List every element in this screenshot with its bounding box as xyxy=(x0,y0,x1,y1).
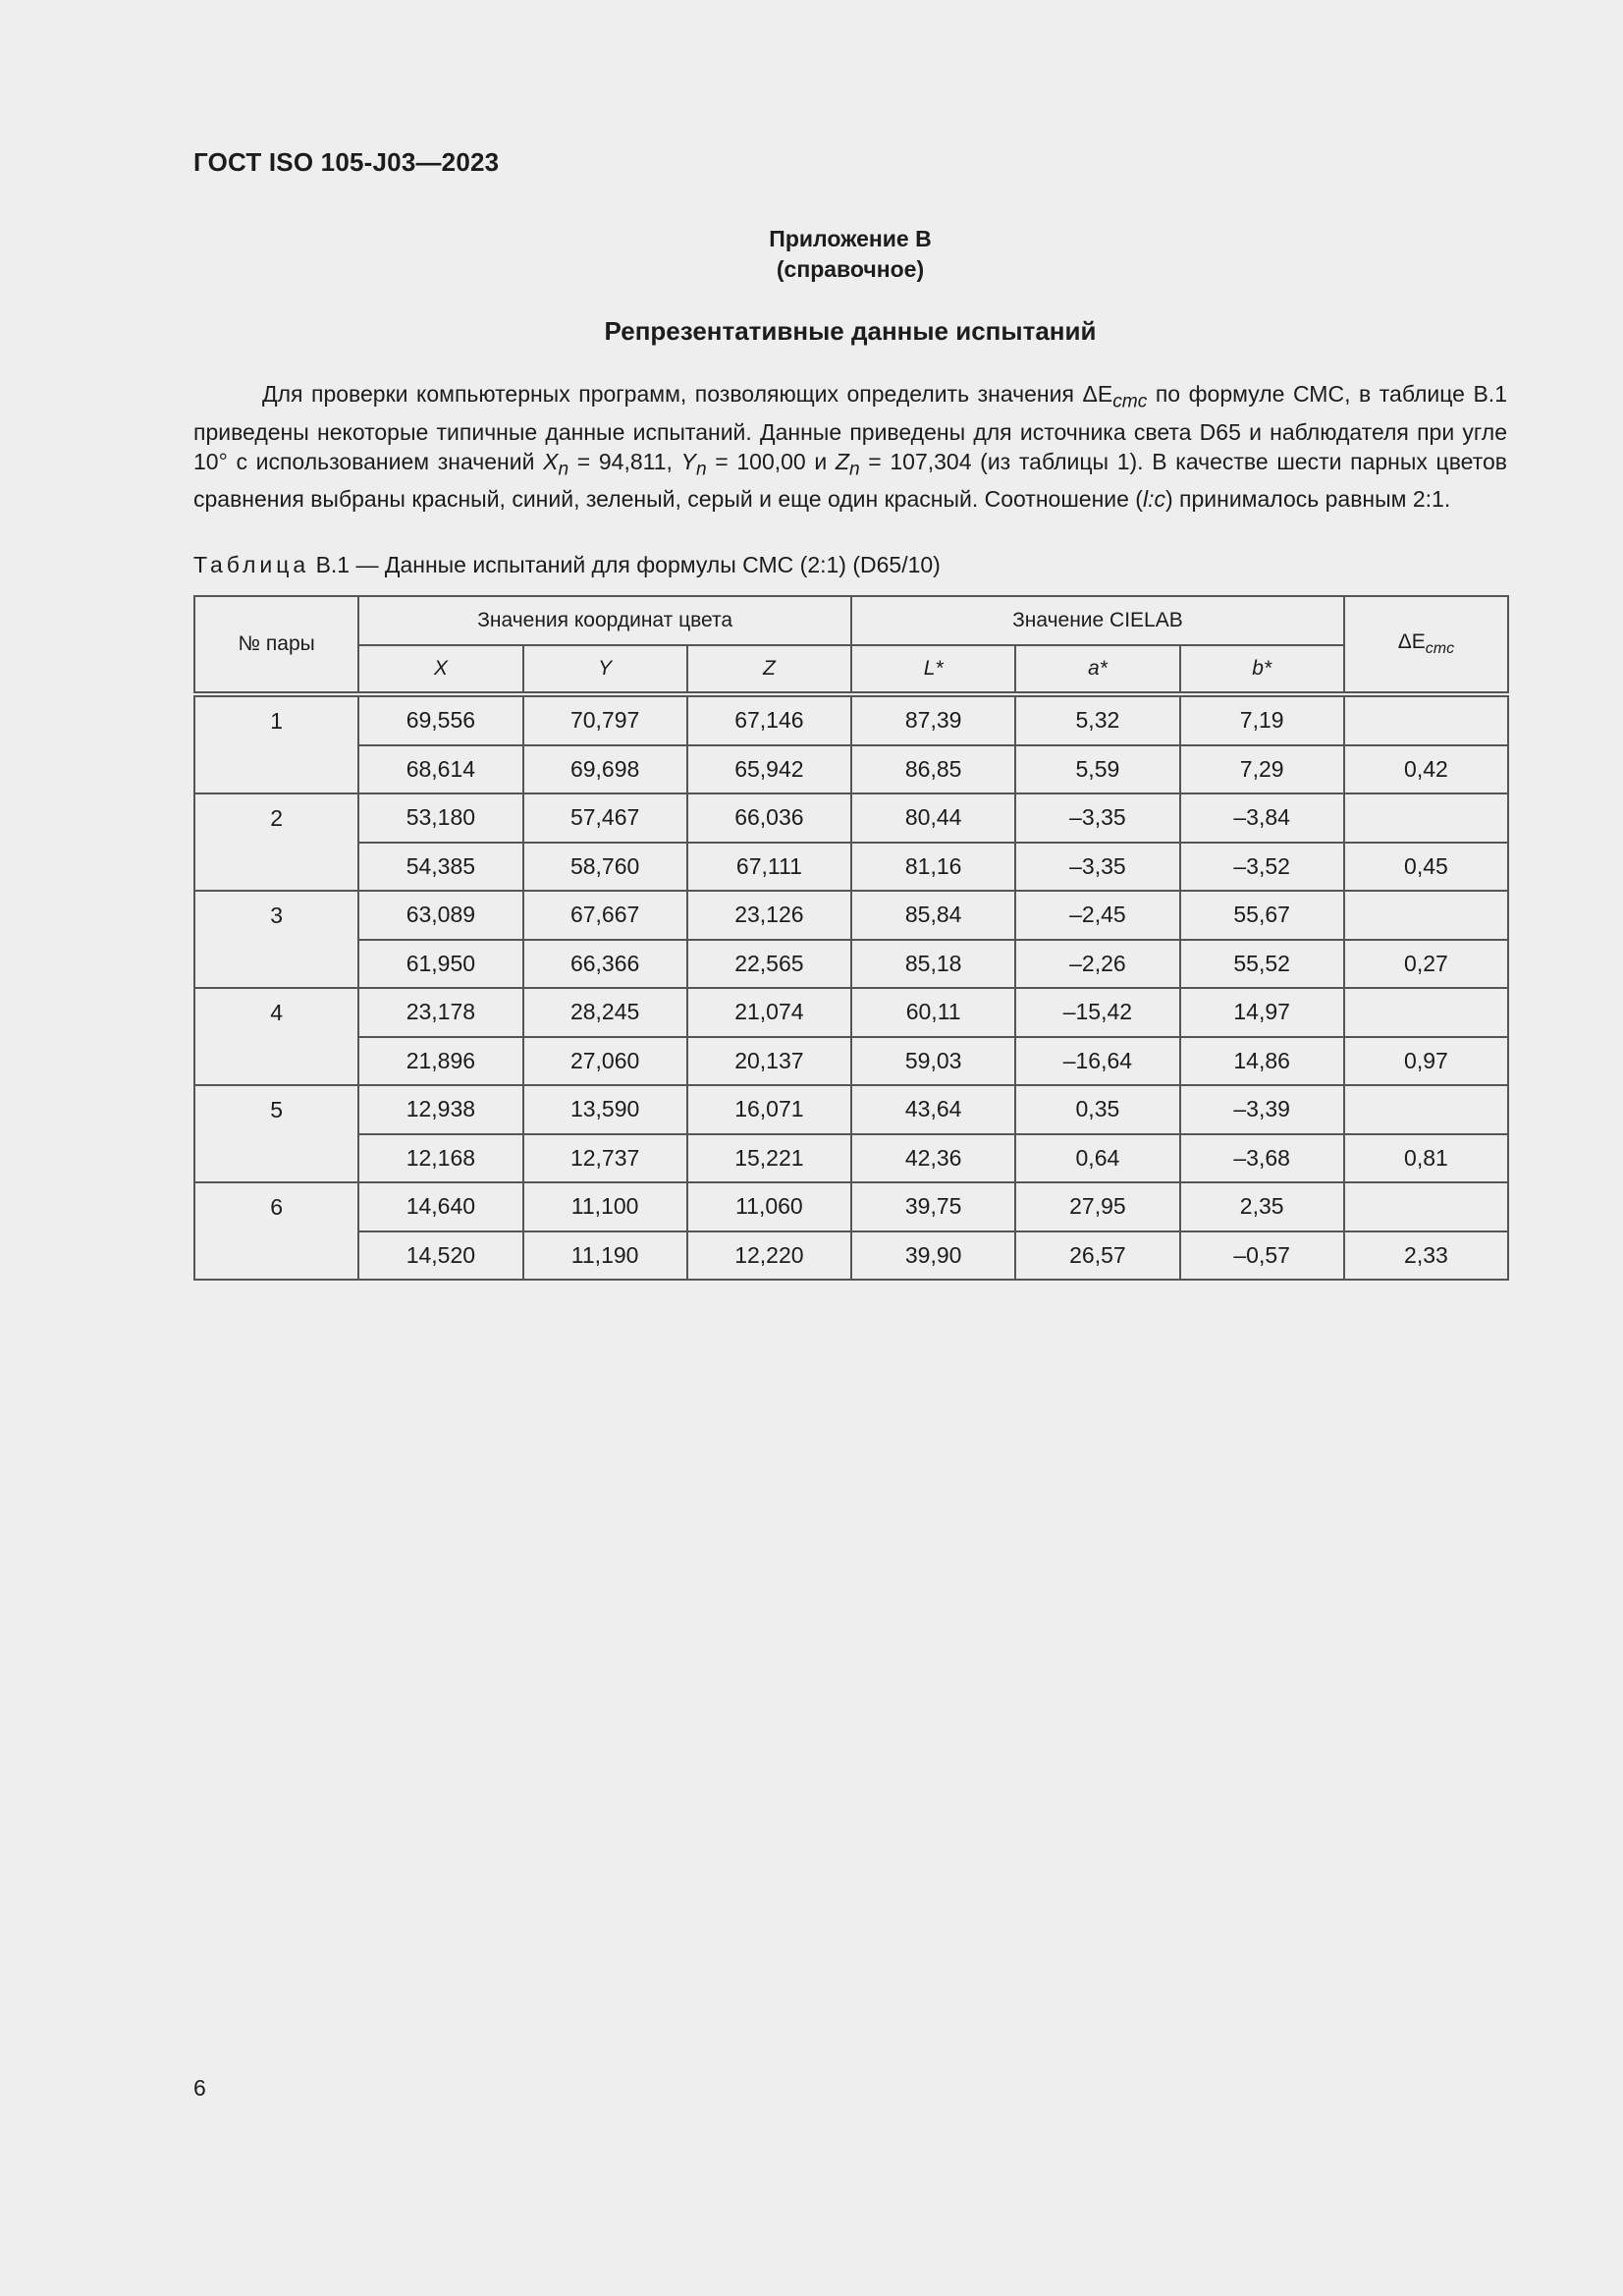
header-delta-e: $\Delta E_{cmc}$ xyxy=(1344,596,1508,694)
cell-y: 28,245 xyxy=(523,988,687,1037)
cell-de xyxy=(1344,793,1508,843)
cell-y: 69,698 xyxy=(523,745,687,794)
cell-b: –3,39 xyxy=(1180,1085,1344,1134)
cell-b: 7,29 xyxy=(1180,745,1344,794)
pair-number-cell xyxy=(194,940,358,989)
section-heading: Репрезентативные данные испытаний xyxy=(604,316,1097,346)
cell-a: 27,95 xyxy=(1015,1182,1179,1231)
cell-y: 57,467 xyxy=(523,793,687,843)
cell-b: 14,97 xyxy=(1180,988,1344,1037)
cell-l: 39,75 xyxy=(851,1182,1015,1231)
pair-number-cell xyxy=(194,843,358,892)
table-row xyxy=(194,1037,1508,1086)
pair-number-cell xyxy=(194,1231,358,1281)
page-number: 6 xyxy=(193,2075,206,2101)
cell-b: 55,67 xyxy=(1180,891,1344,940)
cell-a: 5,32 xyxy=(1015,694,1179,745)
cell-l: 43,64 xyxy=(851,1085,1015,1134)
pair-number-cell: 1 xyxy=(194,694,358,745)
header-z: Z xyxy=(687,645,851,694)
table-row xyxy=(194,988,1508,1037)
cell-l: 42,36 xyxy=(851,1134,1015,1183)
intro-paragraph: Для проверки компьютерных программ, позволяющих определить значения $\Delta E_{cmc}$ по формуле СМС, в таблице В.1 приведены некоторые типичные данные испытаний. Данные приведены для источника света D65 и наблюдателя при угле 10° с использованием значений $X_n = 94,811$, $Y_n = 100,00$ и $Z_n = 107,304$ (из таблицы 1). В качестве шести парных цветов сравнения выбраны красный, синий, зеленый, серый и еще один красный. Соотношение (l:c) принималось равным 2:1. xyxy=(193,381,1507,513)
cell-x: 14,520 xyxy=(358,1231,522,1281)
table-row xyxy=(194,1182,1508,1231)
header-x: X xyxy=(358,645,522,694)
cell-l: 39,90 xyxy=(851,1231,1015,1281)
table-row xyxy=(194,694,1508,745)
cell-a: 5,59 xyxy=(1015,745,1179,794)
cell-a: 26,57 xyxy=(1015,1231,1179,1281)
cell-l: 85,18 xyxy=(851,940,1015,989)
cell-b: 55,52 xyxy=(1180,940,1344,989)
pair-number-cell: 4 xyxy=(194,988,358,1037)
cell-z: 15,221 xyxy=(687,1134,851,1183)
cell-y: 11,190 xyxy=(523,1231,687,1281)
cell-de: 0,42 xyxy=(1344,745,1508,794)
cell-b: –3,68 xyxy=(1180,1134,1344,1183)
cell-y: 12,737 xyxy=(523,1134,687,1183)
table-row xyxy=(194,843,1508,892)
pair-number-cell: 5 xyxy=(194,1085,358,1134)
cell-y: 11,100 xyxy=(523,1182,687,1231)
cell-a: –15,42 xyxy=(1015,988,1179,1037)
cell-b: 7,19 xyxy=(1180,694,1344,745)
cell-y: 58,760 xyxy=(523,843,687,892)
cell-de xyxy=(1344,694,1508,745)
cell-z: 20,137 xyxy=(687,1037,851,1086)
header-pair-number: № пары xyxy=(194,596,358,694)
pair-number-cell: 3 xyxy=(194,891,358,940)
cell-de: 0,45 xyxy=(1344,843,1508,892)
header-a: a* xyxy=(1015,645,1179,694)
cell-x: 21,896 xyxy=(358,1037,522,1086)
table-row xyxy=(194,745,1508,794)
cell-z: 12,220 xyxy=(687,1231,851,1281)
cell-a: –3,35 xyxy=(1015,793,1179,843)
annex-status: (справочное) xyxy=(776,256,925,282)
cell-x: 14,640 xyxy=(358,1182,522,1231)
cell-b: –3,52 xyxy=(1180,843,1344,892)
cell-y: 66,366 xyxy=(523,940,687,989)
cell-l: 86,85 xyxy=(851,745,1015,794)
cell-x: 12,168 xyxy=(358,1134,522,1183)
cell-z: 66,036 xyxy=(687,793,851,843)
cell-a: –2,26 xyxy=(1015,940,1179,989)
test-data-table xyxy=(193,595,1509,1281)
cell-x: 68,614 xyxy=(358,745,522,794)
pair-number-cell xyxy=(194,1037,358,1086)
cell-l: 87,39 xyxy=(851,694,1015,745)
cell-a: –3,35 xyxy=(1015,843,1179,892)
cell-l: 85,84 xyxy=(851,891,1015,940)
header-l: L* xyxy=(851,645,1015,694)
table-row xyxy=(194,1231,1508,1281)
cell-x: 12,938 xyxy=(358,1085,522,1134)
cell-de: 0,81 xyxy=(1344,1134,1508,1183)
header-y: Y xyxy=(523,645,687,694)
cell-z: 11,060 xyxy=(687,1182,851,1231)
header-b: b* xyxy=(1180,645,1344,694)
cell-b: 14,86 xyxy=(1180,1037,1344,1086)
cell-x: 69,556 xyxy=(358,694,522,745)
cell-de xyxy=(1344,891,1508,940)
cell-l: 60,11 xyxy=(851,988,1015,1037)
cell-a: 0,64 xyxy=(1015,1134,1179,1183)
pair-number-cell xyxy=(194,1134,358,1183)
cell-y: 67,667 xyxy=(523,891,687,940)
cell-de: 0,97 xyxy=(1344,1037,1508,1086)
annex-title: Приложение В xyxy=(769,226,932,251)
table-row xyxy=(194,793,1508,843)
cell-y: 70,797 xyxy=(523,694,687,745)
cell-l: 80,44 xyxy=(851,793,1015,843)
cell-z: 67,146 xyxy=(687,694,851,745)
cell-x: 23,178 xyxy=(358,988,522,1037)
header-cielab: Значение CIELAB xyxy=(851,596,1344,645)
table-row xyxy=(194,940,1508,989)
table-row xyxy=(194,1134,1508,1183)
cell-de xyxy=(1344,1182,1508,1231)
table-body xyxy=(194,694,1508,1280)
cell-z: 21,074 xyxy=(687,988,851,1037)
table-row xyxy=(194,1085,1508,1134)
cell-de: 2,33 xyxy=(1344,1231,1508,1281)
cell-z: 67,111 xyxy=(687,843,851,892)
table-row xyxy=(194,891,1508,940)
cell-x: 53,180 xyxy=(358,793,522,843)
cell-b: –0,57 xyxy=(1180,1231,1344,1281)
cell-z: 22,565 xyxy=(687,940,851,989)
table-caption: Таблица В.1 — Данные испытаний для формулы СМС (2:1) (D65/10) xyxy=(193,552,941,577)
cell-x: 63,089 xyxy=(358,891,522,940)
cell-b: –3,84 xyxy=(1180,793,1344,843)
cell-z: 65,942 xyxy=(687,745,851,794)
cell-l: 81,16 xyxy=(851,843,1015,892)
header-color-coordinates: Значения координат цвета xyxy=(358,596,851,645)
cell-a: 0,35 xyxy=(1015,1085,1179,1134)
cell-y: 13,590 xyxy=(523,1085,687,1134)
cell-a: –2,45 xyxy=(1015,891,1179,940)
cell-de xyxy=(1344,988,1508,1037)
pair-number-cell: 2 xyxy=(194,793,358,843)
document-code: ГОСТ ISO 105-J03—2023 xyxy=(193,147,500,177)
cell-x: 54,385 xyxy=(358,843,522,892)
cell-de: 0,27 xyxy=(1344,940,1508,989)
cell-l: 59,03 xyxy=(851,1037,1015,1086)
cell-x: 61,950 xyxy=(358,940,522,989)
cell-z: 23,126 xyxy=(687,891,851,940)
cell-y: 27,060 xyxy=(523,1037,687,1086)
cell-a: –16,64 xyxy=(1015,1037,1179,1086)
pair-number-cell: 6 xyxy=(194,1182,358,1231)
pair-number-cell xyxy=(194,745,358,794)
cell-b: 2,35 xyxy=(1180,1182,1344,1231)
cell-de xyxy=(1344,1085,1508,1134)
cell-z: 16,071 xyxy=(687,1085,851,1134)
